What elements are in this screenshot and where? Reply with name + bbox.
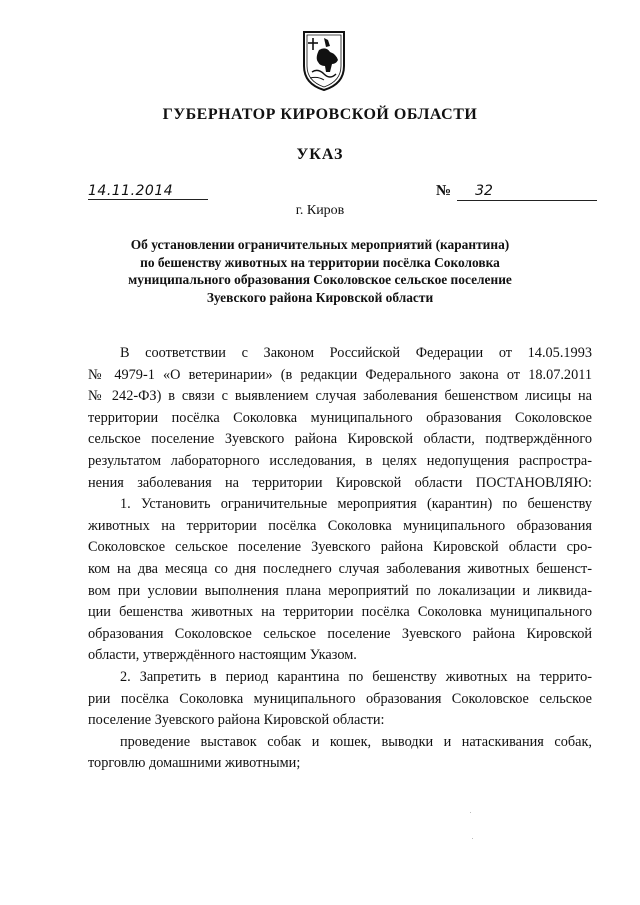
- decree-title: [120, 236, 520, 306]
- decree-date: 14.11.2014: [88, 183, 208, 200]
- body-line: ком на два месяца со дня последнего случая заболевания животных бешенст-: [88, 560, 592, 577]
- body-line: нения заболевания на территории Кировской области ПОСТАНОВЛЯЮ:: [88, 474, 592, 491]
- body-line: вом при условии выполнения плана мероприятий по локализации и ликвида-: [88, 582, 592, 599]
- body-line: области, утверждённого настоящим Указом.: [88, 647, 357, 664]
- body-line: проведение выставок собак и кошек, выводки и натаскивания собак,: [120, 733, 592, 750]
- title-line: Об установлении ограничительных мероприятий (карантина): [130, 237, 510, 252]
- scan-artifact: [470, 812, 471, 813]
- decree-body: [88, 343, 592, 775]
- body-line: 1. Установить ограничительные мероприятия (карантин) по бешенству: [120, 496, 592, 513]
- body-line: В соответствии с Законом Российской Федерации от 14.05.1993: [120, 345, 592, 361]
- body-line: территории посёлка Соколовка муниципального образования Соколовское: [88, 409, 592, 426]
- kirov-coat-of-arms-icon: [300, 28, 348, 92]
- body-line: образования Соколовское сельское поселение Зуевского района Кировской: [88, 625, 592, 642]
- body-line: поселение Зуевского района Кировской области:: [88, 712, 385, 729]
- preamble-paragraph: [88, 343, 592, 494]
- body-line: № 4979-1 «О ветеринарии» (в редакции Федерального закона от 18.07.2011: [88, 366, 592, 383]
- clause-2-paragraph: [88, 667, 592, 732]
- document-type: УКАЗ: [296, 146, 344, 163]
- decree-number: 32: [457, 182, 597, 201]
- city-of-issue: г. Киров: [295, 203, 345, 218]
- body-line: результатом лабораторного исследования, в целях недопущения распростра-: [88, 452, 592, 469]
- body-line: Соколовское сельское поселение Зуевского района Кировской области сро-: [88, 539, 592, 556]
- body-line: ции бешенства животных на территории посёлка Соколовка муниципального: [88, 604, 592, 621]
- body-line: № 242-ФЗ) в связи с выявлением случая заболевания бешенством лисицы на: [88, 388, 592, 405]
- body-line: рии посёлка Соколовка муниципального образования Соколовское сельское: [88, 690, 592, 707]
- clause-2-item-paragraph: [88, 732, 592, 775]
- body-line: сельское поселение Зуевского района Кировской области, подтверждённого: [88, 431, 592, 448]
- clause-1-paragraph: [88, 494, 592, 667]
- scan-artifact: [472, 838, 473, 839]
- decree-number-field: [436, 182, 604, 201]
- body-line: торговлю домашними животными;: [88, 755, 301, 772]
- body-line: животных на территории посёлка Соколовка муниципального образования: [88, 517, 592, 534]
- title-line: по бешенству животных на территории посёлка Соколовка: [140, 254, 500, 270]
- title-line: муниципального образования Соколовское сельское поселение: [128, 272, 512, 287]
- number-sign: №: [436, 183, 452, 199]
- issuing-authority: ГУБЕРНАТОР КИРОВСКОЙ ОБЛАСТИ: [162, 106, 478, 123]
- title-line: Зуевского района Кировской области: [206, 289, 434, 305]
- body-line: 2. Запретить в период карантина по бешенству животных на террито-: [120, 668, 592, 685]
